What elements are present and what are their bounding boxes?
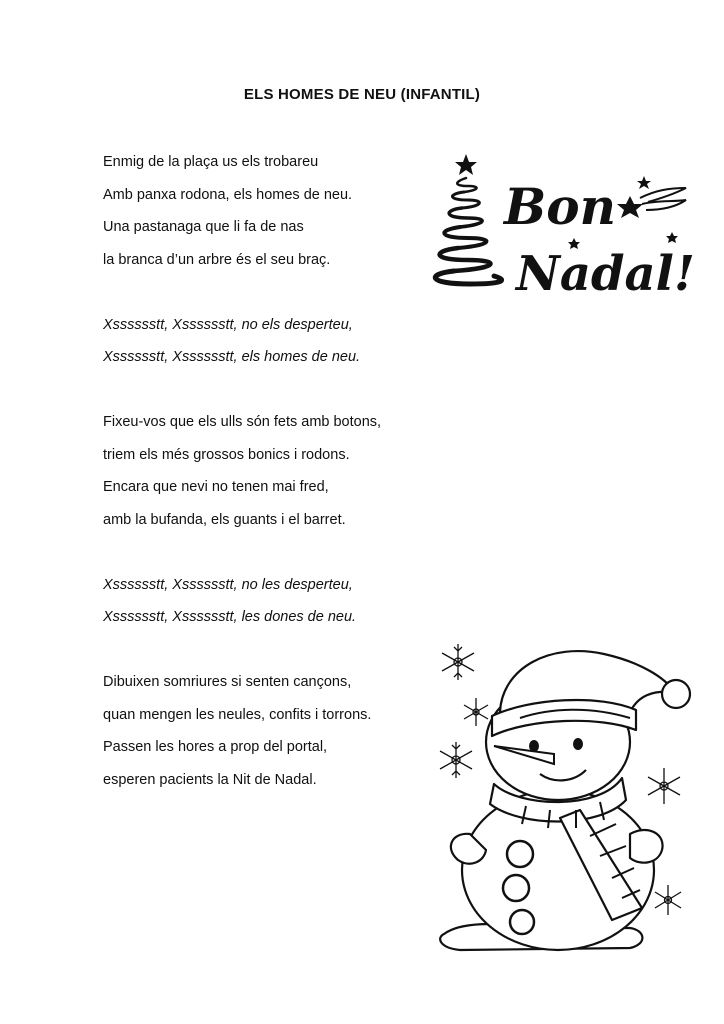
stanza-1	[103, 146, 433, 276]
poem-line-chorus: Xsssssstt, Xsssssstt, no les desperteu,	[103, 576, 353, 593]
stanza-4-chorus	[103, 569, 433, 634]
stanza-5	[103, 666, 433, 796]
poem-line: Una pastanaga que li fa de nas	[103, 219, 304, 235]
right-mitten	[630, 830, 663, 863]
poem-line-chorus: Xsssssstt, Xsssssstt, els homes de neu.	[103, 349, 361, 365]
bon-nadal-illustration	[424, 152, 700, 302]
poem-line: triem els més grossos bonics i rodons.	[103, 446, 350, 463]
snowflake-icon	[655, 885, 681, 915]
poem-line: Passen les hores a prop del portal,	[103, 739, 328, 755]
snowman-button	[507, 841, 533, 867]
stanza-2-chorus	[103, 309, 433, 374]
hat-pompom	[662, 680, 690, 708]
star-icon	[666, 232, 678, 243]
stanza-3	[103, 406, 433, 536]
tree-star-icon	[455, 154, 477, 175]
spiral-tree-icon	[435, 178, 501, 284]
poem-line: Encara que nevi no tenen mai fred,	[103, 479, 329, 495]
poem-line: Dibuixen somriures si senten cançons,	[103, 674, 352, 690]
document-title: ELS HOMES DE NEU (INFANTIL)	[243, 86, 481, 103]
stanza-gap	[103, 536, 433, 569]
greeting-line-2: Nadal!	[516, 246, 695, 302]
poem-line: la branca d’un arbre és el seu braç.	[103, 251, 331, 268]
snowflake-icon	[440, 742, 472, 778]
stanza-gap	[103, 374, 433, 407]
poem-line: Fixeu-vos que els ulls són fets amb botons,	[103, 414, 382, 430]
poem-line-chorus: Xsssssstt, Xsssssstt, les dones de neu.	[103, 609, 357, 625]
right-eye	[573, 738, 583, 750]
poem	[103, 146, 433, 796]
snowman-button	[503, 875, 529, 901]
greeting-line-1: Bon	[504, 177, 616, 236]
poem-line: Amb panxa rodona, els homes de neu.	[103, 186, 353, 203]
snowman-illustration	[430, 638, 692, 968]
poem-line: esperen pacients la Nit de Nadal.	[103, 771, 317, 788]
snowflake-icon	[464, 698, 488, 726]
poem-line: amb la bufanda, els guants i el barret.	[103, 511, 346, 528]
poem-line: Enmig de la plaça us els trobareu	[103, 154, 319, 170]
stanza-gap	[103, 634, 433, 667]
poem-line: quan mengen les neules, confits i torrons.	[103, 706, 372, 723]
shooting-star-icon	[617, 188, 686, 218]
snowflake-icon	[442, 644, 474, 680]
snowman-button	[510, 910, 534, 934]
star-icon	[637, 176, 651, 189]
snowflake-icon	[648, 768, 680, 804]
stanza-gap	[103, 276, 433, 309]
poem-line-chorus: Xsssssstt, Xsssssstt, no els desperteu,	[103, 316, 353, 333]
